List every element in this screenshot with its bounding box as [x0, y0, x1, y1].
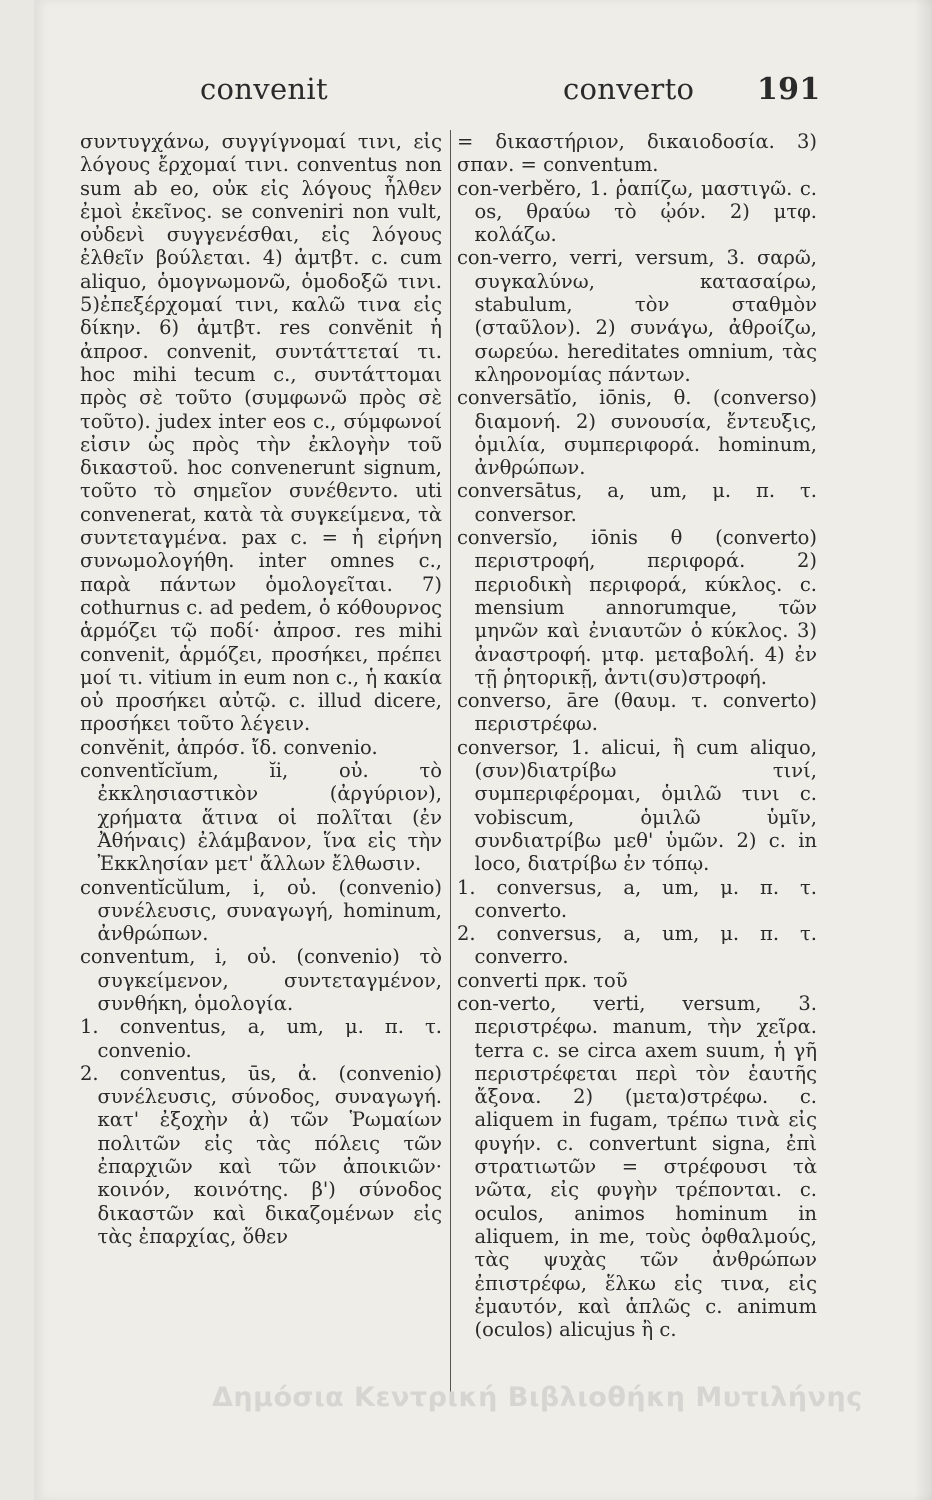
library-watermark: Δημόσια Κεντρική Βιβλιοθήκη Μυτιλήνης — [212, 1382, 863, 1413]
dictionary-entry: conversor, 1. alicui, ἢ cum aliquo, (συν)διατρίβω τινί, συμπεριφέρομαι, ὁμιλῶ τινι c. vobiscum, ὁμιλῶ ὑμῖν, συνδιατρίβω μεθ' ὑμῶν. 2) c. in loco, διατρίβω ἐν τόπῳ. — [457, 735, 817, 876]
dictionary-entry: con-verto, verti, versum, 3. περιστρέφω. manum, τὴν χεῖρα. terra c. se circa axem suum, ἡ γῆ περιστρέφεται περὶ τὸν ἑαυτῆς ἄξονα. 2) (μετα)στρέφω. c. aliquem in fugam, τρέπω τινὰ εἰς φυγήν. c. convertunt signa, ἐπὶ στρατιωτῶν = στρέφουσι τὰ νῶτα, εἰς φυγὴν τρέπονται. c. oculos, animos hominum in aliquem, in me, τοὺς ὀφθαλμούς, τὰς ψυχὰς τῶν ἀνθρώπων ἐπιστρέφω, ἕλκω εἰς τινα, εἰς ἐμαυτόν, καὶ ἁπλῶς c. animum (oculos) alicujus ἢ c. — [457, 991, 817, 1342]
dictionary-entry: con-verro, verri, versum, 3. σαρῶ, συγκαλύνω, κατασαίρω, stabulum, τὸν σταθμὸν (σταῦλον). 2) συνάγω, ἀθροίζω, σωρεύω. hereditates omnium, τὰς κληρονομίας πάντων. — [457, 246, 817, 386]
left-column — [80, 130, 442, 1248]
column-divider — [450, 130, 451, 1395]
dictionary-entry: conventĭcŭlum, i, οὐ. (convenio) συνέλευσις, συναγωγή, hominum, ἀνθρώπων. — [80, 875, 442, 946]
dictionary-entry: convĕnit, ἀπρόσ. ἴδ. convenio. — [80, 735, 378, 759]
dictionary-entry: 2. conversus, a, um, μ. π. τ. converro. — [457, 922, 817, 969]
dictionary-entry: converso, āre (θαυμ. τ. converto) περιστρέφω. — [457, 689, 817, 736]
page-number: 191 — [757, 72, 821, 107]
header-left-word: convenit — [200, 72, 328, 106]
dictionary-entry: conversātĭo, iōnis, θ. (converso) διαμονή. 2) συνουσία, ἔντευξις, ὁμιλία, συμπεριφορά. hominum, ἀνθρώπων. — [457, 386, 817, 480]
right-column — [457, 130, 817, 1341]
page-edge-shadow — [914, 0, 932, 1500]
dictionary-entry: συντυγχάνω, συγγίγνομαί τινι, εἰς λόγους ἔρχομαί τινι. conventus non sum ab eo, οὐκ εἰς λόγους ἦλθεν ἐμοὶ ἐκεῖνος. se conveniri non vult, οὐδενὶ συγγενέσθαι, εἰς λόγους ἐλθεῖν βούλεται. 4) ἀμτβτ. c. cum aliquo, ὁμογνωμονῶ, ὁμοδοξῶ τινι. 5)ἐπεξέρχομαί τινι, καλῶ τινα εἰς δίκην. 6) ἀμτβτ. res convĕnit ἡ ἀπροσ. convenit, συντάττεταί τι. hoc mihi tecum c., συντάττομαι πρὸς σὲ τοῦτο (συμφωνῶ πρὸς σὲ τοῦτο). judex inter eos c., σύμφωνοί εἰσιν ὡς πρὸς τὴν ἐκλογὴν τοῦ δικαστοῦ. hoc convenerunt signum, τοῦτο τὸ σημεῖον συνέθεντο. uti convenerat, κατὰ τὰ συγκείμενα, τὰ συντεταγμένα. pax c. = ἡ εἰρήνη συνωμολογήθη. inter omnes c., παρὰ πάντων ὁμολογεῖται. 7) cothurnus c. ad pedem, ὁ κόθουρνος ἁρμόζει τῷ ποδί· ἀπροσ. res mihi convenit, ἁρμόζει, προσήκει, πρέπει μοί τι. vitium in eum non c., ἡ κακία οὐ προσήκει αὐτῷ. c. illud dicere, προσήκει τοῦτο λέγειν. — [80, 130, 442, 736]
running-head — [0, 72, 932, 112]
dictionary-entry: con-verběro, 1. ῥαπίζω, μαστιγῶ. c. os, θραύω τὸ ᾠόν. 2) μτφ. κολάζω. — [457, 176, 817, 247]
dictionary-entry: conversĭo, iōnis θ (converto) περιστροφή, περιφορά. 2) περιοδικὴ περιφορά, κύκλος. c. mensium annorumque, τῶν μηνῶν καὶ ἐνιαυτῶν ὁ κύκλος. 3) ἀναστροφή. μτφ. μεταβολή. 4) ἐν τῇ ῥητορικῇ, ἀντι(συ)στροφή. — [457, 526, 817, 689]
dictionary-entry: 2. conventus, ūs, ἀ. (convenio) συνέλευσις, σύνοδος, συναγωγή. κατ' ἐξοχὴν ἀ) τῶν Ῥωμαίων πολιτῶν εἰς τὰς πόλεις τῶν ἐπαρχιῶν καὶ τῶν ἀποικιῶν· κοινόν, κοινότης. β') σύνοδος δικαστῶν καὶ δικαζομένων εἰς τὰς ἐπαρχίας, ὅθεν — [80, 1061, 442, 1248]
dictionary-entry: 1. conversus, a, um, μ. π. τ. converto. — [457, 875, 817, 922]
dictionary-entry: 1. conventus, a, um, μ. π. τ. convenio. — [80, 1015, 442, 1062]
header-center-word: converto — [563, 72, 695, 106]
dictionary-entry: conventum, i, οὐ. (convenio) τὸ συγκείμενον, συντεταγμένον, συνθήκη, ὁμολογία. — [80, 945, 442, 1015]
dictionary-entry: conventĭcĭum, ĭi, οὐ. τὸ ἐκκλησιαστικὸν (ἀργύριον), χρήματα ἅτινα οἱ πολῖται (ἐν Ἀθήναις) ἐλάμβανον, ἵνα εἰς τὴν Ἐκκλησίαν μετ' ἄλλων ἔλθωσιν. — [80, 759, 442, 876]
dictionary-entry: = δικαστήριον, δικαιοδοσία. 3) σπαν. = conventum. — [457, 130, 817, 177]
dictionary-entry: conversātus, a, um, μ. π. τ. conversor. — [457, 479, 817, 526]
dictionary-entry: converti πρκ. τοῦ — [457, 968, 628, 992]
